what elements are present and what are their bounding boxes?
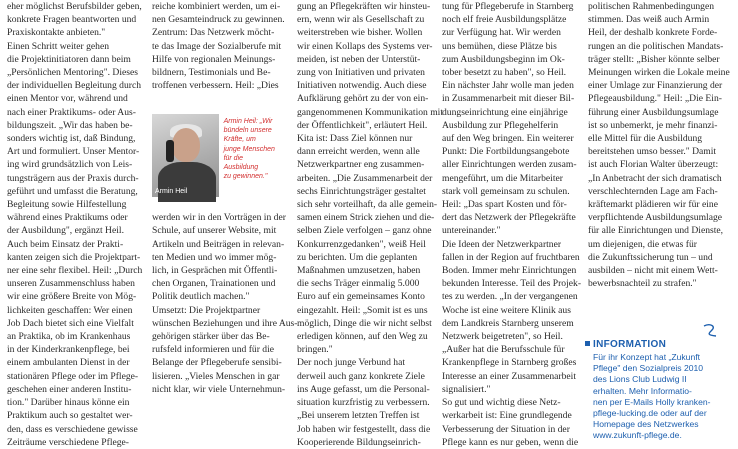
article-line: samen einem Strick ziehen und die-: [297, 212, 435, 224]
quote-line: Armin Heil: „Wir: [223, 118, 273, 125]
info-line: www.zukunft-pflege.de.: [593, 430, 682, 441]
article-line: stark voll gemeinsam zu schulen.: [442, 185, 570, 197]
article-line: eher möglichst Berufsbilder geben,: [7, 1, 142, 12]
article-line: verschlechternden Lage am Fach-: [588, 185, 718, 197]
article-line: lisieren. „Vieles Menschen in gar: [152, 370, 280, 382]
article-line: geführt und umfasst die Beratung,: [7, 185, 138, 197]
article-line: einem ambulanten Dienst in der: [7, 357, 130, 369]
article-line: So gut und wichtig diese Netz-: [442, 397, 561, 409]
article-line: fallen in der Region auf fruchtbaren: [442, 251, 580, 263]
article-line: Ein nächster Jahr wolle man jeden: [442, 80, 574, 92]
article-line: Pflege kann es nur geben, wenn die: [442, 436, 579, 448]
article-line: wünschen Beziehungen und ihre Aus-: [152, 317, 298, 329]
info-line: erhalten. Mehr Informatio-: [593, 385, 692, 396]
article-line: Der noch junge Verbund hat: [297, 357, 405, 369]
article-line: zur Verfügung hat. Wir werden: [442, 27, 561, 39]
info-line: Pflege" den Sozialpreis 2010: [593, 363, 704, 374]
article-line: „Außer hat die Berufsschule für: [442, 344, 565, 356]
article-line: elle Mittel für die Ausbildung: [588, 133, 703, 145]
article-line: werden wir in den Vorträgen in der: [152, 212, 286, 224]
info-box-body: [593, 352, 733, 442]
article-line: eingezahlt. Heil: „Somit ist es uns: [297, 304, 428, 316]
article-line: Kooperierende Bildungseinrich-: [297, 436, 421, 448]
article-line: arbeiten. „Die Zusammenarbeit der: [297, 172, 433, 184]
article-line: Initiativen notwendig. Auch diese: [297, 80, 427, 92]
article-line: Verbesserung der Situation in der: [442, 423, 570, 435]
article-line: Zeiträume verschiedene Pflege-: [7, 436, 129, 448]
article-line: Netzwerkpartner eng zusammen-: [297, 159, 425, 171]
article-line: Pflegeausbildung." Heil: „Die Ein-: [588, 93, 722, 105]
article-line: erledigen können, auf den Weg zu: [297, 331, 428, 343]
article-line: einer Umlage zur Finanzierung der: [588, 80, 723, 92]
article-line: Job Dach bietet sich eine Vielfalt: [7, 317, 134, 329]
article-line: derweil auch ganz konkrete Ziele: [297, 370, 425, 382]
article-line: bildungszeit. „Wir das haben be-: [7, 119, 133, 131]
info-line: nen per E-Mails Holly kranken-: [593, 396, 711, 407]
article-line: träger stellt: „Bisher könnte selber: [588, 53, 720, 65]
article-line: Konkurrenzgedanken", weiß Heil: [297, 238, 426, 250]
article-line: Ausbildung zur Pflegehelferin: [442, 119, 559, 131]
article-line: lichkeiten geschaffen: Wer einen: [7, 304, 133, 316]
article-line: selben Ziele verfolgen – ganz ohne: [297, 225, 432, 237]
article-line: konkrete Fragen beantworten und: [7, 14, 137, 26]
article-line: ern, wenn wir als Gesellschaft zu: [297, 14, 425, 26]
article-line: tes zu werden. „In der vergangenen: [442, 291, 578, 303]
article-line: gangenommenen Kommunikation mit: [297, 106, 444, 118]
article-line: Job haben wir festgestellt, dass die: [297, 423, 431, 435]
article-line: bewerbsnachteil zu strafen.": [588, 278, 697, 290]
article-line: chen Organen, Trainationen und: [152, 278, 276, 290]
article-line: Die Ideen der Netzwerkpartner: [442, 238, 562, 250]
article-line: Heil: „Das spart Kosten und för-: [442, 199, 567, 211]
article-line: bereitstehen umso besser." Damit: [588, 146, 717, 158]
article-line: dungseinrichtung eine einjährige: [442, 106, 568, 118]
article-line: ist so unbemerkt, je mehr finanzi-: [588, 119, 718, 131]
article-column-1: [7, 0, 145, 448]
article-line: für alle Einrichtungen und Dienste,: [588, 225, 724, 237]
article-line: an Praktika, ob im Krankenhaus: [7, 331, 131, 343]
article-line: gung an Pflegekräften wir hinsteu-: [297, 1, 431, 12]
article-line: wir eine größere Breite von Mög-: [7, 291, 137, 303]
article-line: in der Kinderkrankenpflege, bei: [7, 344, 130, 356]
article-line: „In Anbetracht der sich dramatisch: [588, 172, 722, 184]
article-line: meiden, ist neben der Unterstüt-: [297, 53, 421, 65]
article-line: werkarbeit ist: Eine grundlegende: [442, 410, 572, 422]
article-line: Auch beim Einsatz der Prakti-: [7, 238, 124, 250]
article-line: ner eine sehr flexibel. Heil: „Durch: [7, 265, 143, 277]
article-line: die sechs Träger einmalig 5.000: [297, 278, 420, 290]
article-line: tober besetzt zu haben", so Heil.: [442, 67, 567, 79]
article-line: in Zusammenarbeit mit dieser Bil-: [442, 93, 575, 105]
article-line: unseren Zusammenschluss haben: [7, 278, 135, 290]
article-line: der Öffentlichkeit", erläutert Heil.: [297, 119, 428, 131]
info-line: des Lions Club Ludwig II: [593, 374, 687, 385]
article-line: noch elf freie Ausbildungsplätze: [442, 14, 567, 26]
quote-line: zu gewinnen.": [223, 173, 268, 181]
article-line: sonders wichtig ist, daß Bindung,: [7, 133, 136, 145]
article-line: der Ausbildung", ergänzt Heil.: [7, 225, 124, 237]
article-line: während eines Praktikums oder: [7, 212, 128, 224]
article-line: politischen Rahmenbedingungen: [588, 1, 715, 12]
article-line: „Persönlichen Mentoring". Dieses: [7, 67, 139, 79]
article-line: reiche kombiniert werden, um ei-: [152, 1, 281, 12]
article-line: Begleitung sowie Hilfestellung: [7, 199, 127, 211]
article-line: Netzwerk beigetreten", so Heil.: [442, 331, 563, 343]
article-line: einen Mentor vor, während und: [7, 93, 128, 105]
article-line: Zentrum: Das Netzwerk möcht-: [152, 27, 275, 39]
article-line: gehörigen stärker über das Be-: [152, 330, 270, 342]
article-line: ins Auge gefasst, um die Personal-: [297, 383, 430, 395]
article-line: Hilfe von regionalen Meinungs-: [152, 53, 276, 65]
article-line: lich, in Gesprächen mit Öffentli-: [152, 264, 278, 276]
article-line: Heil, der deshalb konkrete Forde-: [588, 27, 718, 39]
telephone-icon: [166, 140, 174, 162]
info-box-title: INFORMATION: [593, 339, 667, 350]
article-line: kanten zeigen sich die Projektpart-: [7, 251, 141, 263]
article-line: rungen an die politischen Mandats-: [588, 40, 724, 52]
article-line: die Projektinitiatoren dann beim: [7, 53, 131, 65]
article-line: ing wird grundsätzlich von Leis-: [7, 159, 133, 171]
article-line: wir einen Kollaps des Systems ver-: [297, 40, 433, 52]
article-line: te das Image der Sozialberufe mit: [152, 40, 282, 52]
article-line: Woche ist eine weitere Klinik aus: [442, 304, 571, 316]
article-line: um diejenigen, die etwas für: [588, 238, 697, 250]
quote-line: junge Menschen: [223, 145, 275, 153]
article-line: Praxiskontakte anbieten.": [7, 27, 106, 39]
article-line: möglich, Dinge die wir nicht selbst: [297, 317, 432, 329]
article-column-4: [442, 0, 582, 448]
article-line: Artikeln und Beiträgen in relevan-: [152, 238, 285, 250]
article-line: verpflichtende Ausbildungsumlage: [588, 212, 723, 224]
article-line: ten Medien und wo immer mög-: [152, 251, 277, 263]
article-line: bekunden Interesse. Teil des Projek-: [442, 278, 582, 290]
article-line: troffenen verbessern. Heil: „Dies: [152, 80, 279, 92]
article-line: sechs Einrichtungsträger gestaltet: [297, 185, 426, 197]
article-line: rufsfeld informieren und für die: [152, 344, 275, 356]
article-line: zu berichten. Um die geplanten: [297, 251, 418, 263]
info-line: pflege-lucking.de oder auf der: [593, 408, 707, 419]
article-line: „Bei unserem letzten Treffen ist: [297, 410, 420, 422]
quote-line: bündeln unsere: [223, 127, 272, 135]
article-line: untereinander.": [442, 225, 501, 237]
article-line: Politik deutlich machen.": [152, 291, 250, 303]
article-line: Einen Schritt weiter gehen: [7, 40, 110, 52]
article-line: dann erreicht werden, wenn alle: [297, 146, 420, 158]
info-line: Homepage des Netzwerkes: [593, 419, 699, 430]
article-line: bringen.": [297, 344, 333, 356]
article-line: Euro auf ein gemeinsames Konto: [297, 291, 425, 303]
info-bullet-icon: [585, 341, 590, 346]
article-line: tung für Pflegeberufe in Starnberg: [442, 1, 574, 12]
article-line: bildnern, Testimonials und Be-: [152, 67, 271, 79]
article-line: tungsträgern aus der Praxis durch-: [7, 172, 139, 184]
article-line: Schule, auf unserer Website, mit: [152, 225, 277, 237]
article-line: nen Gesamteindruck zu gewinnen.: [152, 14, 285, 26]
article-line: sich sehr vorteilhaft, da alle gemein-: [297, 199, 438, 211]
article-line: auf den Weg bringen. Ein weiterer: [442, 133, 574, 145]
article-line: Aufklärung gehört zu der von ein-: [297, 93, 429, 105]
article-line: mengeführt, um die Mitarbeiter: [442, 172, 563, 184]
article-line: geschehen einer anderen Institu-: [7, 383, 132, 395]
article-line: Belange der Pflegeberufe sensibi-: [152, 357, 282, 369]
photo-caption: Armin Heil: [155, 188, 188, 195]
article-line: zum Ausbildungsbeginn im Ok-: [442, 53, 565, 65]
article-line: Maßnahmen umzusetzen, haben: [297, 265, 421, 277]
article-line: Interesse an einer Zusammenarbeit: [442, 370, 576, 382]
article-line: Kita ist: Dass Ziel können nur: [297, 133, 413, 145]
article-line: nach einer Praktikums- oder Aus-: [7, 106, 136, 118]
article-line: Umsetzt: Die Projektpartner: [152, 304, 261, 316]
portrait-photo: [152, 114, 219, 197]
article-line: Punkt: Die Fortbildungsangebote: [442, 146, 570, 158]
article-line: nicht klar, wir viele Unternehmun-: [152, 383, 286, 395]
article-line: signalisiert.": [442, 383, 491, 395]
photo-with-quote: [152, 114, 296, 197]
article-line: aller Einrichtungen werden zusam-: [442, 159, 577, 171]
article-line: Praktikum auch so gestaltet wer-: [7, 410, 133, 422]
article-line: führung einer Ausbildungsumlage: [588, 106, 719, 118]
quote-line: Kräfte, um: [223, 136, 256, 144]
article-line: dem Landkreis Starnberg unserem: [442, 317, 574, 329]
article-line: stimmen. Das weiß auch Armin: [588, 14, 710, 26]
article-line: [152, 92, 292, 105]
article-line: den, dass es verschiedene gewisse: [7, 423, 138, 435]
article-line: Meinungen wirken die Lokale meine: [588, 67, 730, 79]
handwritten-mark-icon: [700, 322, 722, 340]
article-line: weiterstreben wie bisher. Wollen: [297, 27, 423, 39]
article-line: dert das Netzwerk der Pflegekräfte: [442, 212, 576, 224]
article-line: zung von Initiativen und privaten: [297, 67, 425, 79]
article-line: Art und formuliert. Unser Mentor-: [7, 146, 140, 158]
pull-quote: [219, 114, 296, 197]
quote-line: für die: [223, 154, 244, 162]
article-column-2: [152, 0, 298, 429]
article-line: die Zukunftssicherung tun – und: [588, 251, 713, 263]
article-line: uns bemühen, diese Plätze bis: [442, 40, 557, 52]
article-column-3: [297, 0, 444, 448]
article-line: Krankenpflege in Starnberg großes: [442, 357, 577, 369]
info-line: Für ihr Konzept hat „Zukunft: [593, 352, 700, 362]
article-line: kräftemarkt plädieren wir für eine: [588, 199, 718, 211]
article-line: tion." Darüber hinaus könne ein: [7, 397, 130, 409]
article-line: der individuellen Begleitung durch: [7, 80, 142, 92]
article-line: stationären Pflege oder im Pflege-: [7, 370, 139, 382]
quote-line: Ausbildung: [223, 164, 259, 172]
article-line: ausbilden – nicht mit einem Wett-: [588, 265, 718, 277]
article-line: situation kurzfristig zu verbessern.: [297, 397, 430, 409]
article-line: ist auch Florian Walter überzeugt:: [588, 159, 719, 171]
article-line: Boden. Immer mehr Einrichtungen: [442, 265, 577, 277]
